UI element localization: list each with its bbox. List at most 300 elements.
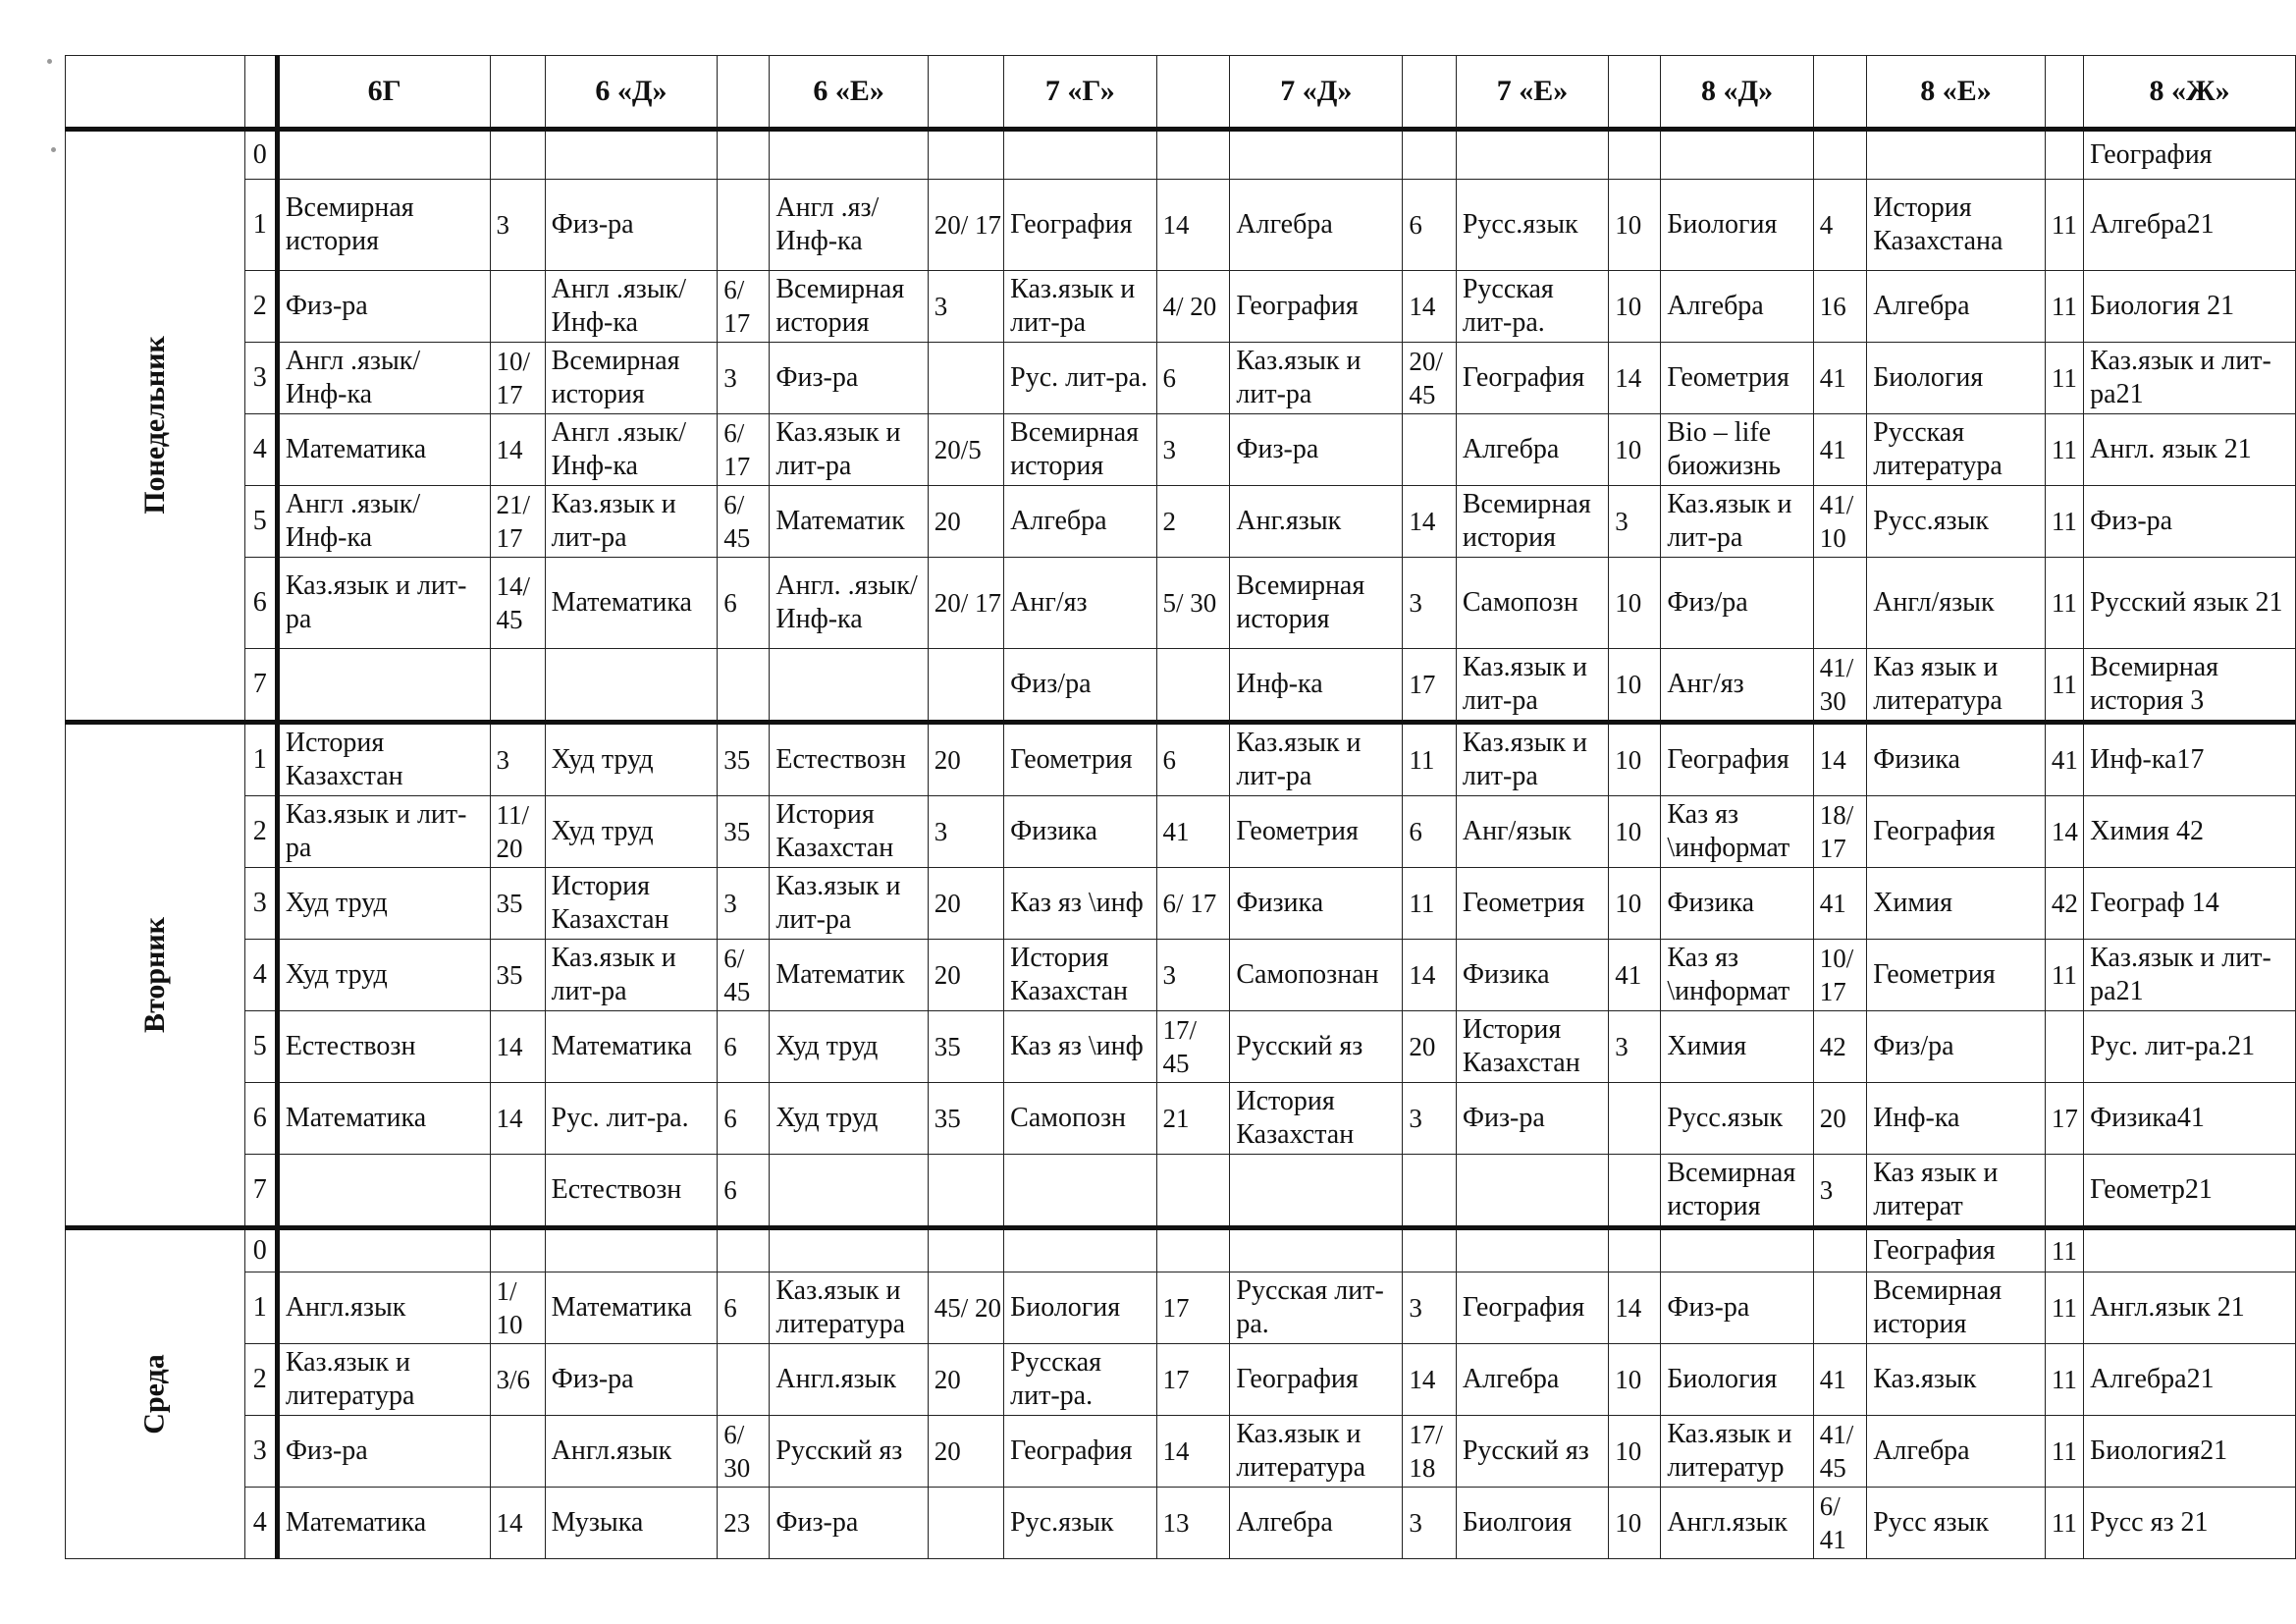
subject-cell: Географ 14	[2084, 868, 2296, 940]
room-cell	[928, 130, 1003, 180]
room-cell: 20	[928, 940, 1003, 1011]
subject-cell: Химия 42	[2084, 796, 2296, 868]
room-cell: 10	[1609, 271, 1661, 343]
room-cell: 14	[1813, 723, 1867, 796]
subject-cell: Англ .язык/ Инф-ка	[545, 414, 718, 486]
subject-cell: Каз.язык и литература	[277, 1344, 490, 1416]
subject-cell: Всемирная история 3	[2084, 649, 2296, 723]
lesson-row	[66, 723, 2296, 796]
subject-cell: Каз.язык и лит-ра21	[2084, 940, 2296, 1011]
subject-cell: Русская лит-ра.	[1004, 1344, 1156, 1416]
room-cell	[490, 130, 545, 180]
lesson-row	[66, 1272, 2296, 1344]
subject-cell: География	[1004, 180, 1156, 271]
subject-cell: Рус. лит-ра.	[545, 1083, 718, 1155]
room-cell	[1156, 1228, 1230, 1272]
subject-cell: Каз.язык и лит-ра	[1004, 271, 1156, 343]
subject-cell: История Казахстан	[545, 868, 718, 940]
subject-cell: Англ .яз/ Инф-ка	[770, 180, 928, 271]
subject-cell: Англ.язык	[545, 1416, 718, 1488]
subject-cell: Русский яз	[1230, 1011, 1403, 1083]
lesson-number: 2	[244, 271, 277, 343]
room-cell: 5/ 30	[1156, 558, 1230, 649]
subject-cell: Химия	[1661, 1011, 1813, 1083]
room-cell	[928, 1488, 1003, 1559]
subject-cell: Физ-ра	[545, 180, 718, 271]
subject-cell: Биология	[1004, 1272, 1156, 1344]
subject-cell	[1004, 1155, 1156, 1228]
subject-cell: Каз.язык	[1867, 1344, 2046, 1416]
room-cell: 10	[1609, 180, 1661, 271]
room-cell: 23	[718, 1488, 770, 1559]
subject-cell	[1661, 1228, 1813, 1272]
subject-cell: Анг/язык	[1456, 796, 1608, 868]
subject-cell: Всемирная история	[1661, 1155, 1813, 1228]
subject-cell	[277, 1228, 490, 1272]
subject-cell: Рус. лит-ра.	[1004, 343, 1156, 414]
subject-cell: Англ .язык/ Инф-ка	[545, 271, 718, 343]
subject-cell: Всемирная история	[545, 343, 718, 414]
room-cell: 20	[928, 868, 1003, 940]
room-cell: 4/ 20	[1156, 271, 1230, 343]
lesson-number: 7	[244, 1155, 277, 1228]
room-cell: 11	[2045, 486, 2083, 558]
room-cell: 11	[2045, 649, 2083, 723]
subject-cell: Инф-ка17	[2084, 723, 2296, 796]
day-name: Понедельник	[137, 336, 171, 514]
subject-cell: Каз яз \инф	[1004, 1011, 1156, 1083]
subject-cell: Физика41	[2084, 1083, 2296, 1155]
subject-cell: География	[1456, 1272, 1608, 1344]
subject-cell: Русская литература	[1867, 414, 2046, 486]
room-cell	[2045, 1155, 2083, 1228]
room-cell	[1609, 1083, 1661, 1155]
room-cell: 6	[718, 1155, 770, 1228]
subject-cell: Физ-ра	[1456, 1083, 1608, 1155]
room-cell: 41	[1813, 1344, 1867, 1416]
subject-cell: Русс.язык	[1661, 1083, 1813, 1155]
room-cell: 11/ 20	[490, 796, 545, 868]
subject-cell: Математик	[770, 940, 928, 1011]
room-cell: 3	[1609, 486, 1661, 558]
lesson-row	[66, 558, 2296, 649]
room-cell: 20	[1813, 1083, 1867, 1155]
room-cell	[1813, 558, 1867, 649]
room-cell: 21	[1156, 1083, 1230, 1155]
lesson-row	[66, 649, 2296, 723]
room-cell	[718, 1344, 770, 1416]
room-cell: 41/ 30	[1813, 649, 1867, 723]
subject-cell	[1456, 130, 1608, 180]
lesson-number: 7	[244, 649, 277, 723]
subject-cell	[545, 1228, 718, 1272]
subject-cell: Анг.язык	[1230, 486, 1403, 558]
subject-cell: Каз язык и литерат	[1867, 1155, 2046, 1228]
room-cell: 11	[1403, 723, 1457, 796]
subject-cell: Всемирная история	[1230, 558, 1403, 649]
room-cell	[1813, 130, 1867, 180]
room-header	[2045, 56, 2083, 130]
subject-cell: Химия	[1867, 868, 2046, 940]
room-cell: 41	[1813, 414, 1867, 486]
subject-cell: Физика	[1004, 796, 1156, 868]
room-cell: 16	[1813, 271, 1867, 343]
room-cell: 11	[2045, 414, 2083, 486]
subject-cell: Алгебра	[1456, 414, 1608, 486]
lesson-number: 4	[244, 414, 277, 486]
room-cell: 10	[1609, 414, 1661, 486]
subject-cell: Биология	[1661, 1344, 1813, 1416]
room-cell	[718, 1228, 770, 1272]
room-cell: 6/ 30	[718, 1416, 770, 1488]
room-cell: 41/ 10	[1813, 486, 1867, 558]
room-cell	[490, 1155, 545, 1228]
room-cell: 10	[1609, 1488, 1661, 1559]
subject-cell: Музыка	[545, 1488, 718, 1559]
timetable-sheet	[65, 55, 2296, 1559]
subject-cell: Естествозн	[277, 1011, 490, 1083]
room-cell: 6/ 45	[718, 940, 770, 1011]
subject-cell: Биология21	[2084, 1416, 2296, 1488]
subject-cell: Алгебра	[1867, 1416, 2046, 1488]
subject-cell	[1661, 130, 1813, 180]
subject-cell: Математик	[770, 486, 928, 558]
room-cell: 14	[1403, 940, 1457, 1011]
room-cell: 6	[1156, 723, 1230, 796]
day-name: Среда	[137, 1353, 171, 1435]
room-cell: 6	[718, 1011, 770, 1083]
room-cell: 14	[1609, 1272, 1661, 1344]
room-cell	[1156, 1155, 1230, 1228]
subject-cell: Физика	[1230, 868, 1403, 940]
subject-cell	[545, 649, 718, 723]
room-cell: 17	[1156, 1272, 1230, 1344]
subject-cell: История Казахстан	[770, 796, 928, 868]
class-header: 7 «Е»	[1456, 56, 1608, 130]
subject-cell: Всемирная история	[770, 271, 928, 343]
subject-cell: Англ.язык	[770, 1344, 928, 1416]
subject-cell: Каз.язык и лит-ра	[770, 868, 928, 940]
subject-cell: Русс язык	[1867, 1488, 2046, 1559]
subject-cell: Англ. .язык/ Инф-ка	[770, 558, 928, 649]
room-cell: 20/5	[928, 414, 1003, 486]
subject-cell: История Казахстан	[1230, 1083, 1403, 1155]
room-cell: 20/ 17	[928, 180, 1003, 271]
room-cell	[2045, 130, 2083, 180]
subject-cell: Каз.язык и лит-ра	[770, 414, 928, 486]
room-cell	[1403, 130, 1457, 180]
subject-cell	[277, 130, 490, 180]
subject-cell: История Казахстан	[1456, 1011, 1608, 1083]
room-cell: 11	[2045, 1416, 2083, 1488]
room-cell: 6/ 45	[718, 486, 770, 558]
room-cell: 35	[928, 1083, 1003, 1155]
room-cell: 17	[1156, 1344, 1230, 1416]
subject-cell: География	[1230, 1344, 1403, 1416]
room-cell	[1403, 414, 1457, 486]
subject-cell: Каз язык и литература	[1867, 649, 2046, 723]
class-header: 6 «Е»	[770, 56, 928, 130]
subject-cell: Самопозн	[1456, 558, 1608, 649]
subject-cell: Худ труд	[770, 1011, 928, 1083]
subject-cell: Алгебра	[1867, 271, 2046, 343]
lesson-number: 0	[244, 1228, 277, 1272]
room-cell: 14	[1403, 271, 1457, 343]
lesson-row	[66, 1155, 2296, 1228]
subject-cell: Каз.язык и лит-ра	[1456, 649, 1608, 723]
room-cell: 3	[1156, 414, 1230, 486]
room-cell	[1609, 1228, 1661, 1272]
room-cell	[928, 649, 1003, 723]
subject-cell: Русская лит-ра.	[1456, 271, 1608, 343]
room-cell	[2045, 1011, 2083, 1083]
room-cell: 17	[2045, 1083, 2083, 1155]
subject-cell: Биология	[1661, 180, 1813, 271]
subject-cell: Математика	[277, 414, 490, 486]
class-header: 7 «Г»	[1004, 56, 1156, 130]
subject-cell: Русский язык 21	[2084, 558, 2296, 649]
subject-cell: История Казахстана	[1867, 180, 2046, 271]
subject-cell: Геометрия	[1004, 723, 1156, 796]
room-cell: 3	[1403, 558, 1457, 649]
lesson-row	[66, 271, 2296, 343]
subject-cell: Всемирная история	[1867, 1272, 2046, 1344]
room-cell: 3	[718, 343, 770, 414]
subject-cell: Худ труд	[277, 868, 490, 940]
subject-cell: Геометрия	[1230, 796, 1403, 868]
subject-cell: Физика	[1456, 940, 1608, 1011]
subject-cell	[770, 1155, 928, 1228]
subject-cell: Англ.язык	[1661, 1488, 1813, 1559]
room-cell: 17/ 18	[1403, 1416, 1457, 1488]
subject-cell: Худ труд	[770, 1083, 928, 1155]
subject-cell: Физ-ра	[770, 343, 928, 414]
room-cell: 6	[1156, 343, 1230, 414]
room-cell: 10	[1609, 796, 1661, 868]
room-cell: 41	[2045, 723, 2083, 796]
subject-cell: Русская лит-ра.	[1230, 1272, 1403, 1344]
subject-cell: Каз.язык и лит-ра	[1661, 486, 1813, 558]
room-cell: 21/ 17	[490, 486, 545, 558]
subject-cell	[1230, 1228, 1403, 1272]
subject-cell: Биология 21	[2084, 271, 2296, 343]
subject-cell: Анг/яз	[1004, 558, 1156, 649]
subject-cell: Алгебра21	[2084, 1344, 2296, 1416]
room-cell: 20	[928, 486, 1003, 558]
subject-cell: Анг/яз	[1661, 649, 1813, 723]
subject-cell: Физика	[1867, 723, 2046, 796]
room-cell: 6	[1403, 796, 1457, 868]
lesson-number: 1	[244, 180, 277, 271]
lesson-number: 1	[244, 1272, 277, 1344]
room-cell: 3	[490, 180, 545, 271]
room-cell: 14	[1156, 1416, 1230, 1488]
subject-cell: География	[1230, 271, 1403, 343]
room-cell: 35	[490, 868, 545, 940]
lesson-row	[66, 414, 2296, 486]
room-cell: 14	[1609, 343, 1661, 414]
subject-cell: Русс.язык	[1456, 180, 1608, 271]
lesson-row	[66, 868, 2296, 940]
room-cell	[718, 130, 770, 180]
subject-cell: Математика	[545, 1011, 718, 1083]
subject-cell: Худ труд	[277, 940, 490, 1011]
room-cell: 41	[1609, 940, 1661, 1011]
subject-cell: Каз.язык и литератур	[1661, 1416, 1813, 1488]
subject-cell: Всемирная история	[277, 180, 490, 271]
subject-cell: Биолгоия	[1456, 1488, 1608, 1559]
lesson-number: 5	[244, 1011, 277, 1083]
subject-cell: Русский яз	[1456, 1416, 1608, 1488]
subject-cell: Каз.язык и литература	[770, 1272, 928, 1344]
room-cell: 14/ 45	[490, 558, 545, 649]
subject-cell: История Казахстан	[277, 723, 490, 796]
room-header	[1609, 56, 1661, 130]
subject-cell: Алгебра	[1456, 1344, 1608, 1416]
subject-cell: Каз.язык и лит-ра	[277, 558, 490, 649]
subject-cell: География	[1004, 1416, 1156, 1488]
subject-cell: Физ-ра	[277, 271, 490, 343]
subject-cell: Рус. лит-ра.21	[2084, 1011, 2296, 1083]
subject-cell: Всемирная история	[1004, 414, 1156, 486]
header-row	[66, 56, 2296, 130]
subject-cell: Физ-ра	[545, 1344, 718, 1416]
room-cell: 4	[1813, 180, 1867, 271]
subject-cell: Физ-ра	[1230, 414, 1403, 486]
room-cell: 13	[1156, 1488, 1230, 1559]
subject-cell: Англ.язык 21	[2084, 1272, 2296, 1344]
room-cell: 3	[1403, 1272, 1457, 1344]
subject-cell: Физ-ра	[1661, 1272, 1813, 1344]
room-cell: 35	[718, 796, 770, 868]
subject-cell: Самопозн	[1004, 1083, 1156, 1155]
room-cell: 6/ 17	[1156, 868, 1230, 940]
subject-cell: Худ труд	[545, 796, 718, 868]
room-cell	[1609, 1155, 1661, 1228]
room-cell: 35	[718, 723, 770, 796]
room-cell: 45/ 20	[928, 1272, 1003, 1344]
subject-cell: Англ.язык	[277, 1272, 490, 1344]
room-cell: 20	[928, 1344, 1003, 1416]
subject-cell	[1004, 1228, 1156, 1272]
room-cell: 14	[490, 414, 545, 486]
room-cell	[1813, 1272, 1867, 1344]
subject-cell: Bio – life биожизнь	[1661, 414, 1813, 486]
room-cell	[1609, 130, 1661, 180]
lesson-row	[66, 1228, 2296, 1272]
subject-cell: Естествозн	[545, 1155, 718, 1228]
subject-cell	[1230, 1155, 1403, 1228]
subject-cell	[1456, 1228, 1608, 1272]
room-cell: 11	[2045, 940, 2083, 1011]
room-cell: 35	[490, 940, 545, 1011]
room-cell	[1403, 1155, 1457, 1228]
room-cell: 41	[1813, 868, 1867, 940]
room-cell: 10/ 17	[1813, 940, 1867, 1011]
room-cell	[928, 343, 1003, 414]
room-cell: 20/ 17	[928, 558, 1003, 649]
lesson-number: 3	[244, 1416, 277, 1488]
room-cell	[718, 649, 770, 723]
room-cell: 6	[718, 1083, 770, 1155]
room-cell	[490, 271, 545, 343]
lesson-row	[66, 1083, 2296, 1155]
subject-cell: Математика	[277, 1488, 490, 1559]
room-header	[490, 56, 545, 130]
room-cell: 3	[490, 723, 545, 796]
lesson-number: 4	[244, 940, 277, 1011]
room-cell: 6	[1403, 180, 1457, 271]
room-cell: 6/ 17	[718, 271, 770, 343]
room-cell: 14	[1156, 180, 1230, 271]
room-cell	[1403, 1228, 1457, 1272]
room-header	[1813, 56, 1867, 130]
subject-cell: Математика	[545, 558, 718, 649]
subject-cell: Геометрия	[1661, 343, 1813, 414]
subject-cell: Каз.язык и лит-ра21	[2084, 343, 2296, 414]
lesson-number: 3	[244, 343, 277, 414]
day-label-cell	[66, 130, 245, 723]
room-cell: 20	[1403, 1011, 1457, 1083]
subject-cell: Физ/ра	[1867, 1011, 2046, 1083]
subject-cell	[1230, 130, 1403, 180]
subject-cell: Всемирная история	[1456, 486, 1608, 558]
subject-cell: Каз.язык и литература	[1230, 1416, 1403, 1488]
lesson-row	[66, 486, 2296, 558]
room-cell	[490, 1228, 545, 1272]
lesson-row	[66, 343, 2296, 414]
room-cell: 10	[1609, 723, 1661, 796]
subject-cell: Каз яз \инф	[1004, 868, 1156, 940]
room-cell: 6	[718, 1272, 770, 1344]
room-cell	[490, 649, 545, 723]
lesson-number: 1	[244, 723, 277, 796]
room-cell: 11	[2045, 180, 2083, 271]
subject-cell: Худ труд	[545, 723, 718, 796]
room-cell: 18/ 17	[1813, 796, 1867, 868]
subject-cell: Физ-ра	[770, 1488, 928, 1559]
subject-cell: Геометр21	[2084, 1155, 2296, 1228]
room-cell: 10	[1609, 558, 1661, 649]
room-cell: 6	[718, 558, 770, 649]
lesson-number-header	[244, 56, 277, 130]
room-cell: 11	[1403, 868, 1457, 940]
room-cell: 41	[1156, 796, 1230, 868]
room-cell: 10	[1609, 1416, 1661, 1488]
subject-cell: Алгебра	[1230, 180, 1403, 271]
lesson-row	[66, 1344, 2296, 1416]
subject-cell: Алгебра	[1661, 271, 1813, 343]
subject-cell: Математика	[545, 1272, 718, 1344]
lesson-row	[66, 796, 2296, 868]
room-cell: 14	[1403, 1344, 1457, 1416]
room-cell: 10	[1609, 649, 1661, 723]
room-cell	[718, 180, 770, 271]
lesson-number: 6	[244, 558, 277, 649]
subject-cell: Каз.язык и лит-ра	[545, 486, 718, 558]
subject-cell	[1867, 130, 2046, 180]
subject-cell: История Казахстан	[1004, 940, 1156, 1011]
subject-cell	[1456, 1155, 1608, 1228]
subject-cell: Рус.язык	[1004, 1488, 1156, 1559]
room-cell: 41	[1813, 343, 1867, 414]
room-cell: 20/ 45	[1403, 343, 1457, 414]
room-cell: 14	[490, 1011, 545, 1083]
lesson-row	[66, 1488, 2296, 1559]
subject-cell	[1004, 130, 1156, 180]
room-cell: 20	[928, 1416, 1003, 1488]
room-cell	[490, 1416, 545, 1488]
